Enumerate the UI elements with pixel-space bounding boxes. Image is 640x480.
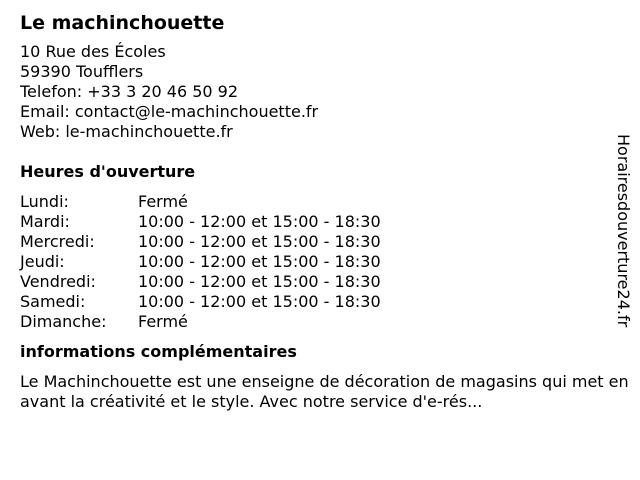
day-hours: 10:00 - 12:00 et 15:00 - 18:30 (138, 292, 381, 311)
day-label: Lundi: (20, 192, 69, 211)
day-label: Dimanche: (20, 312, 107, 331)
hours-row (20, 252, 381, 272)
phone-line: Telefon: +33 3 20 46 50 92 (20, 82, 239, 101)
day-hours: 10:00 - 12:00 et 15:00 - 18:30 (138, 212, 381, 231)
business-name: Le machinchouette (20, 12, 225, 34)
day-label: Mercredi: (20, 232, 95, 251)
day-label: Samedi: (20, 292, 86, 311)
day-label: Mardi: (20, 212, 70, 231)
day-label: Jeudi: (20, 252, 65, 271)
day-hours: Fermé (138, 312, 188, 331)
business-description: Le Machinchouette est une enseigne de décoration de magasins qui met en avant la créativité et le style. Avec notre service d'e-rés... (20, 372, 629, 411)
hours-heading: Heures d'ouverture (20, 162, 196, 181)
hours-row (20, 312, 381, 332)
day-hours: Fermé (138, 192, 188, 211)
day-hours: 10:00 - 12:00 et 15:00 - 18:30 (138, 232, 381, 251)
day-hours: 10:00 - 12:00 et 15:00 - 18:30 (138, 252, 381, 271)
hours-row (20, 292, 381, 312)
street-address: 10 Rue des Écoles (20, 42, 166, 61)
day-label: Vendredi: (20, 272, 96, 291)
postal-city: 59390 Toufflers (20, 62, 144, 81)
hours-table (20, 192, 381, 332)
hours-row (20, 232, 381, 252)
info-heading: informations complémentaires (20, 342, 297, 361)
day-hours: 10:00 - 12:00 et 15:00 - 18:30 (138, 272, 381, 291)
hours-row (20, 192, 381, 212)
web-line: Web: le-machinchouette.fr (20, 122, 233, 141)
hours-row (20, 212, 381, 232)
hours-row (20, 272, 381, 292)
site-watermark: Horairesdouverture24.fr (614, 134, 633, 328)
email-line: Email: contact@le-machinchouette.fr (20, 102, 319, 121)
address-block (20, 42, 620, 142)
